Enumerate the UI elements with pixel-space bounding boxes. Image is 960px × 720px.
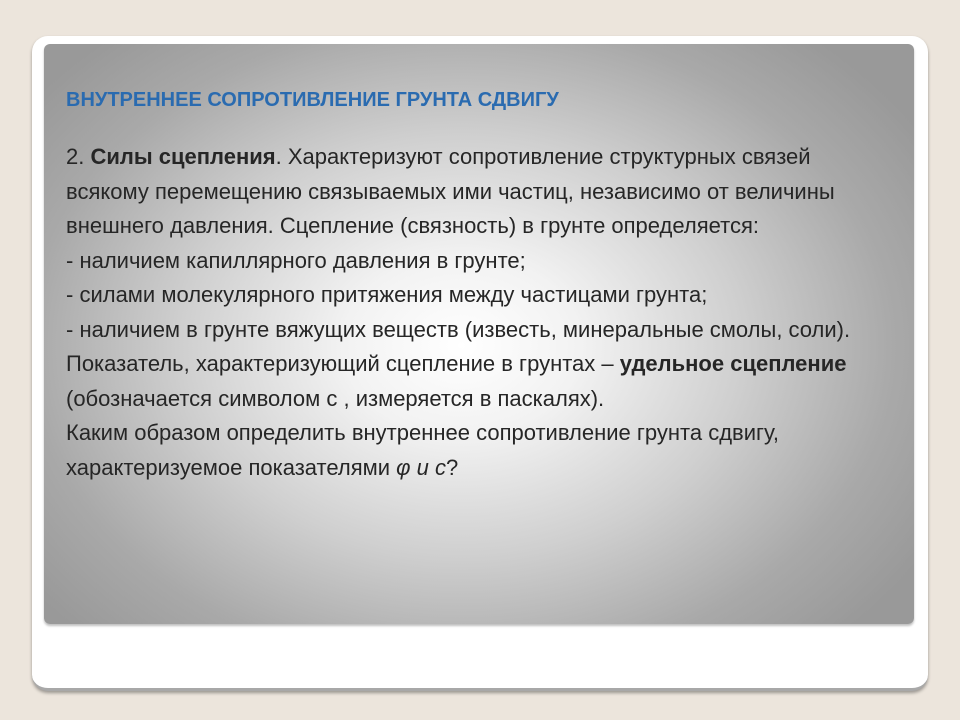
term-specific-cohesion: удельное сцепление — [619, 351, 847, 376]
question-text: Каким образом определить внутреннее сопротивление грунта сдвигу, характеризуемое показателями — [66, 420, 779, 480]
slide-frame — [32, 36, 928, 691]
symbol-c: с — [434, 454, 446, 480]
term-cohesion-forces: Силы сцепления — [90, 144, 276, 169]
paragraph-specific-cohesion — [66, 347, 896, 416]
content-panel — [44, 44, 914, 624]
list-item-binders: - наличием в грунте вяжущих веществ (известь, минеральные смолы, соли). — [66, 316, 851, 342]
specific-cohesion-intro: Показатель, характеризующий сцепление в грунтах – — [66, 351, 620, 376]
paragraph-question — [66, 416, 896, 485]
list-item-capillary: - наличием капиллярного давления в грунте; — [66, 247, 526, 273]
paragraph-number: 2. — [66, 144, 91, 169]
paragraph-cohesion-forces — [66, 140, 896, 244]
question-mark: ? — [445, 454, 459, 480]
specific-cohesion-note: (обозначается символом с , измеряется в паскалях). — [66, 385, 605, 411]
symbol-phi: φ — [396, 454, 411, 480]
slide-title: ВНУТРЕННЕЕ СОПРОТИВЛЕНИЕ ГРУНТА СДВИГУ — [66, 89, 559, 111]
list-item-molecular: - силами молекулярного притяжения между частицами грунта; — [66, 282, 708, 307]
cohesion-description: . Характеризуют сопротивление структурных связей всякому перемещению связываемых ими частиц, независимо от величины внешнего давления. Сцепление (связность) в грунте определяется: — [66, 144, 835, 238]
conjunction-and: и — [410, 454, 435, 480]
slide-body — [66, 140, 896, 485]
